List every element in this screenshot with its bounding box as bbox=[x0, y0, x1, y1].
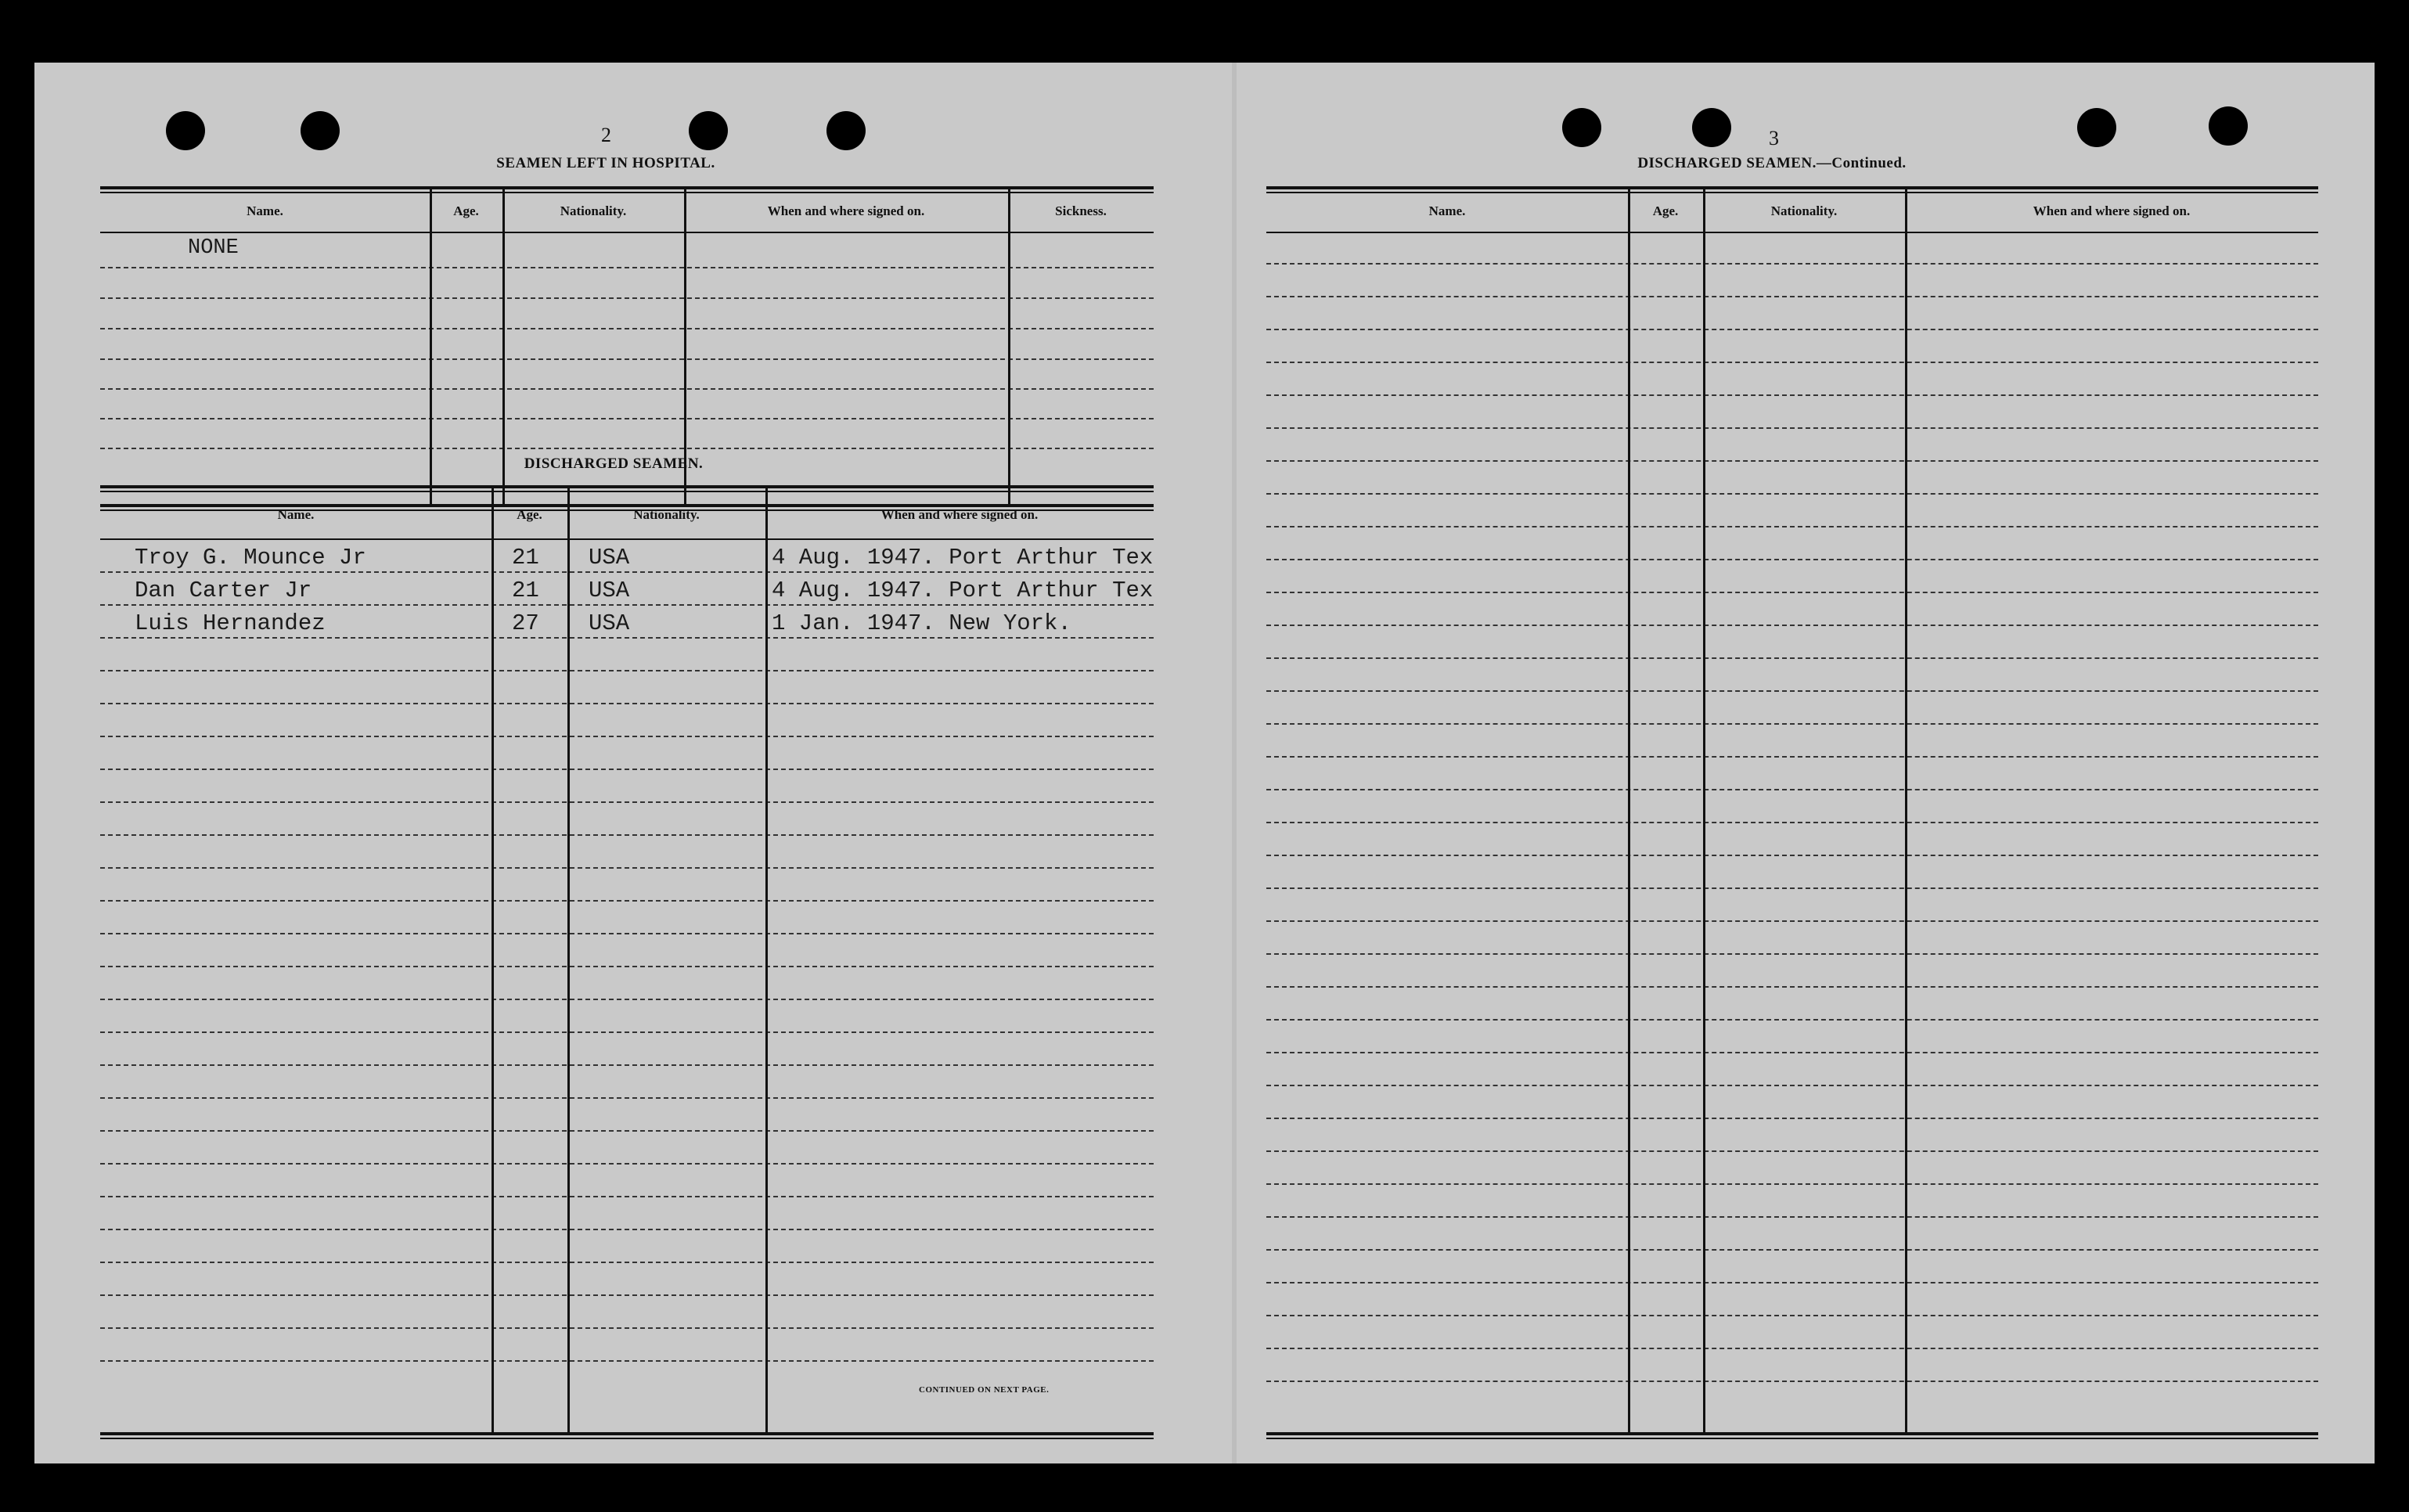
discharged-section-title: DISCHARGED SEAMEN. bbox=[524, 455, 704, 472]
column-header-signed-on: When and where signed on. bbox=[767, 203, 925, 218]
punch-hole bbox=[689, 111, 728, 150]
seaman-name: Troy G. Mounce Jr bbox=[135, 545, 366, 571]
page-fold bbox=[1232, 63, 1237, 1463]
punch-hole bbox=[2077, 108, 2116, 147]
page-number: 3 bbox=[1769, 127, 1779, 149]
column-header-age: Age. bbox=[517, 507, 542, 522]
discharged-table bbox=[100, 485, 1154, 1440]
seaman-nationality: USA bbox=[589, 545, 630, 571]
discharged-continued-table bbox=[1266, 186, 2318, 1448]
hospital-entry-none: NONE bbox=[188, 236, 239, 260]
seaman-nationality: USA bbox=[589, 578, 630, 603]
column-header-signed-on: When and where signed on. bbox=[880, 507, 1039, 522]
column-header-age: Age. bbox=[1652, 203, 1679, 218]
column-header-nationality: Nationality. bbox=[560, 203, 627, 218]
column-header-nationality: Nationality. bbox=[1770, 203, 1838, 218]
column-header-sickness: Sickness. bbox=[1055, 203, 1107, 218]
seaman-signed-on: 4 Aug. 1947. Port Arthur Tex bbox=[772, 578, 1154, 603]
column-header-age: Age. bbox=[453, 203, 479, 218]
continued-note: CONTINUED ON NEXT PAGE. bbox=[919, 1385, 1050, 1395]
punch-hole bbox=[826, 111, 866, 150]
seaman-age: 21 bbox=[512, 545, 539, 571]
punch-hole bbox=[166, 111, 205, 150]
column-header-name: Name. bbox=[277, 507, 315, 522]
seaman-age: 21 bbox=[512, 578, 539, 603]
punch-hole bbox=[2209, 106, 2248, 146]
column-header-name: Name. bbox=[247, 203, 283, 218]
punch-hole bbox=[1692, 108, 1731, 147]
punch-hole bbox=[1562, 108, 1601, 147]
seaman-signed-on: 1 Jan. 1947. New York. bbox=[772, 610, 1071, 636]
seaman-age: 27 bbox=[512, 610, 539, 636]
column-header-name: Name. bbox=[1428, 203, 1466, 218]
page-number: 2 bbox=[601, 124, 611, 146]
seaman-nationality: USA bbox=[589, 610, 630, 636]
seaman-name: Luis Hernandez bbox=[135, 610, 326, 636]
seaman-name: Dan Carter Jr bbox=[135, 578, 312, 603]
column-header-nationality: Nationality. bbox=[633, 507, 700, 522]
discharged-continued-title: DISCHARGED SEAMEN.—Continued. bbox=[1637, 155, 1907, 171]
ledger-sheet bbox=[34, 63, 2375, 1463]
column-header-signed-on: When and where signed on. bbox=[2033, 203, 2191, 218]
hospital-section-title: SEAMEN LEFT IN HOSPITAL. bbox=[496, 155, 715, 171]
punch-hole bbox=[301, 111, 340, 150]
seaman-signed-on: 4 Aug. 1947. Port Arthur Tex bbox=[772, 545, 1154, 571]
